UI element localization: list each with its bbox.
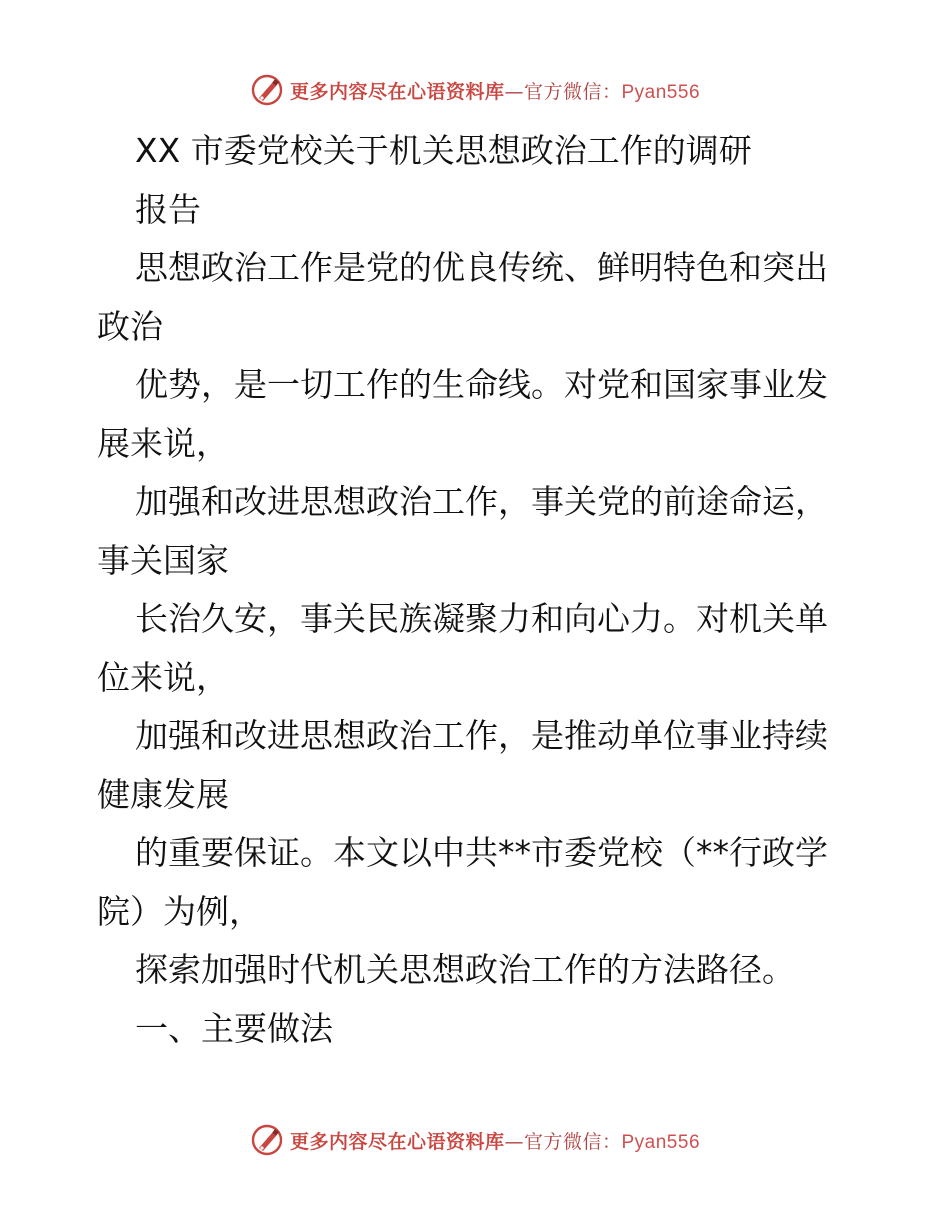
document-line: 思想政治工作是党的优良传统、鲜明特色和突出 [135, 248, 828, 287]
document-line: 一、主要做法 [135, 1008, 333, 1048]
document-line: 加强和改进思想政治工作，事关党的前途命运， [135, 482, 828, 521]
pen-logo-icon [250, 73, 284, 107]
document-line: 展来说， [97, 423, 229, 463]
watermark-wechat-label: 官方微信： [523, 1130, 622, 1153]
document-line: 长治久安，事关民族凝聚力和向心力。对机关单 [135, 599, 828, 638]
footer-watermark [0, 1120, 950, 1160]
document-line: 院）为例， [97, 891, 262, 931]
document-line: 优势，是一切工作的生命线。对党和国家事业发 [135, 365, 828, 404]
document-body [97, 122, 857, 1058]
document-line: 报告 [135, 189, 201, 229]
document-line: 位来说， [97, 657, 229, 697]
document-line: 事关国家 [97, 540, 229, 580]
watermark-wechat-label: 官方微信： [523, 80, 622, 103]
watermark-account: Pyan556 [621, 81, 701, 103]
watermark-separator: — [504, 1130, 524, 1153]
watermark-account: Pyan556 [621, 1131, 701, 1153]
document-line: 探索加强时代机关思想政治工作的方法路径。 [135, 950, 795, 989]
document-line: XX 市委党校关于机关思想政治工作的调研 [135, 131, 752, 170]
watermark-text: 更多内容尽在心语资料库 [289, 1130, 505, 1153]
pen-logo-icon [250, 1123, 284, 1157]
header-watermark [0, 70, 950, 110]
document-line: 的重要保证。本文以中共**市委党校（**行政学 [135, 833, 828, 872]
document-line: 加强和改进思想政治工作，是推动单位事业持续 [135, 716, 828, 755]
watermark-text: 更多内容尽在心语资料库 [289, 80, 505, 103]
document-line: 政治 [97, 306, 163, 346]
document-line: 健康发展 [97, 774, 229, 814]
watermark-separator: — [504, 80, 524, 103]
